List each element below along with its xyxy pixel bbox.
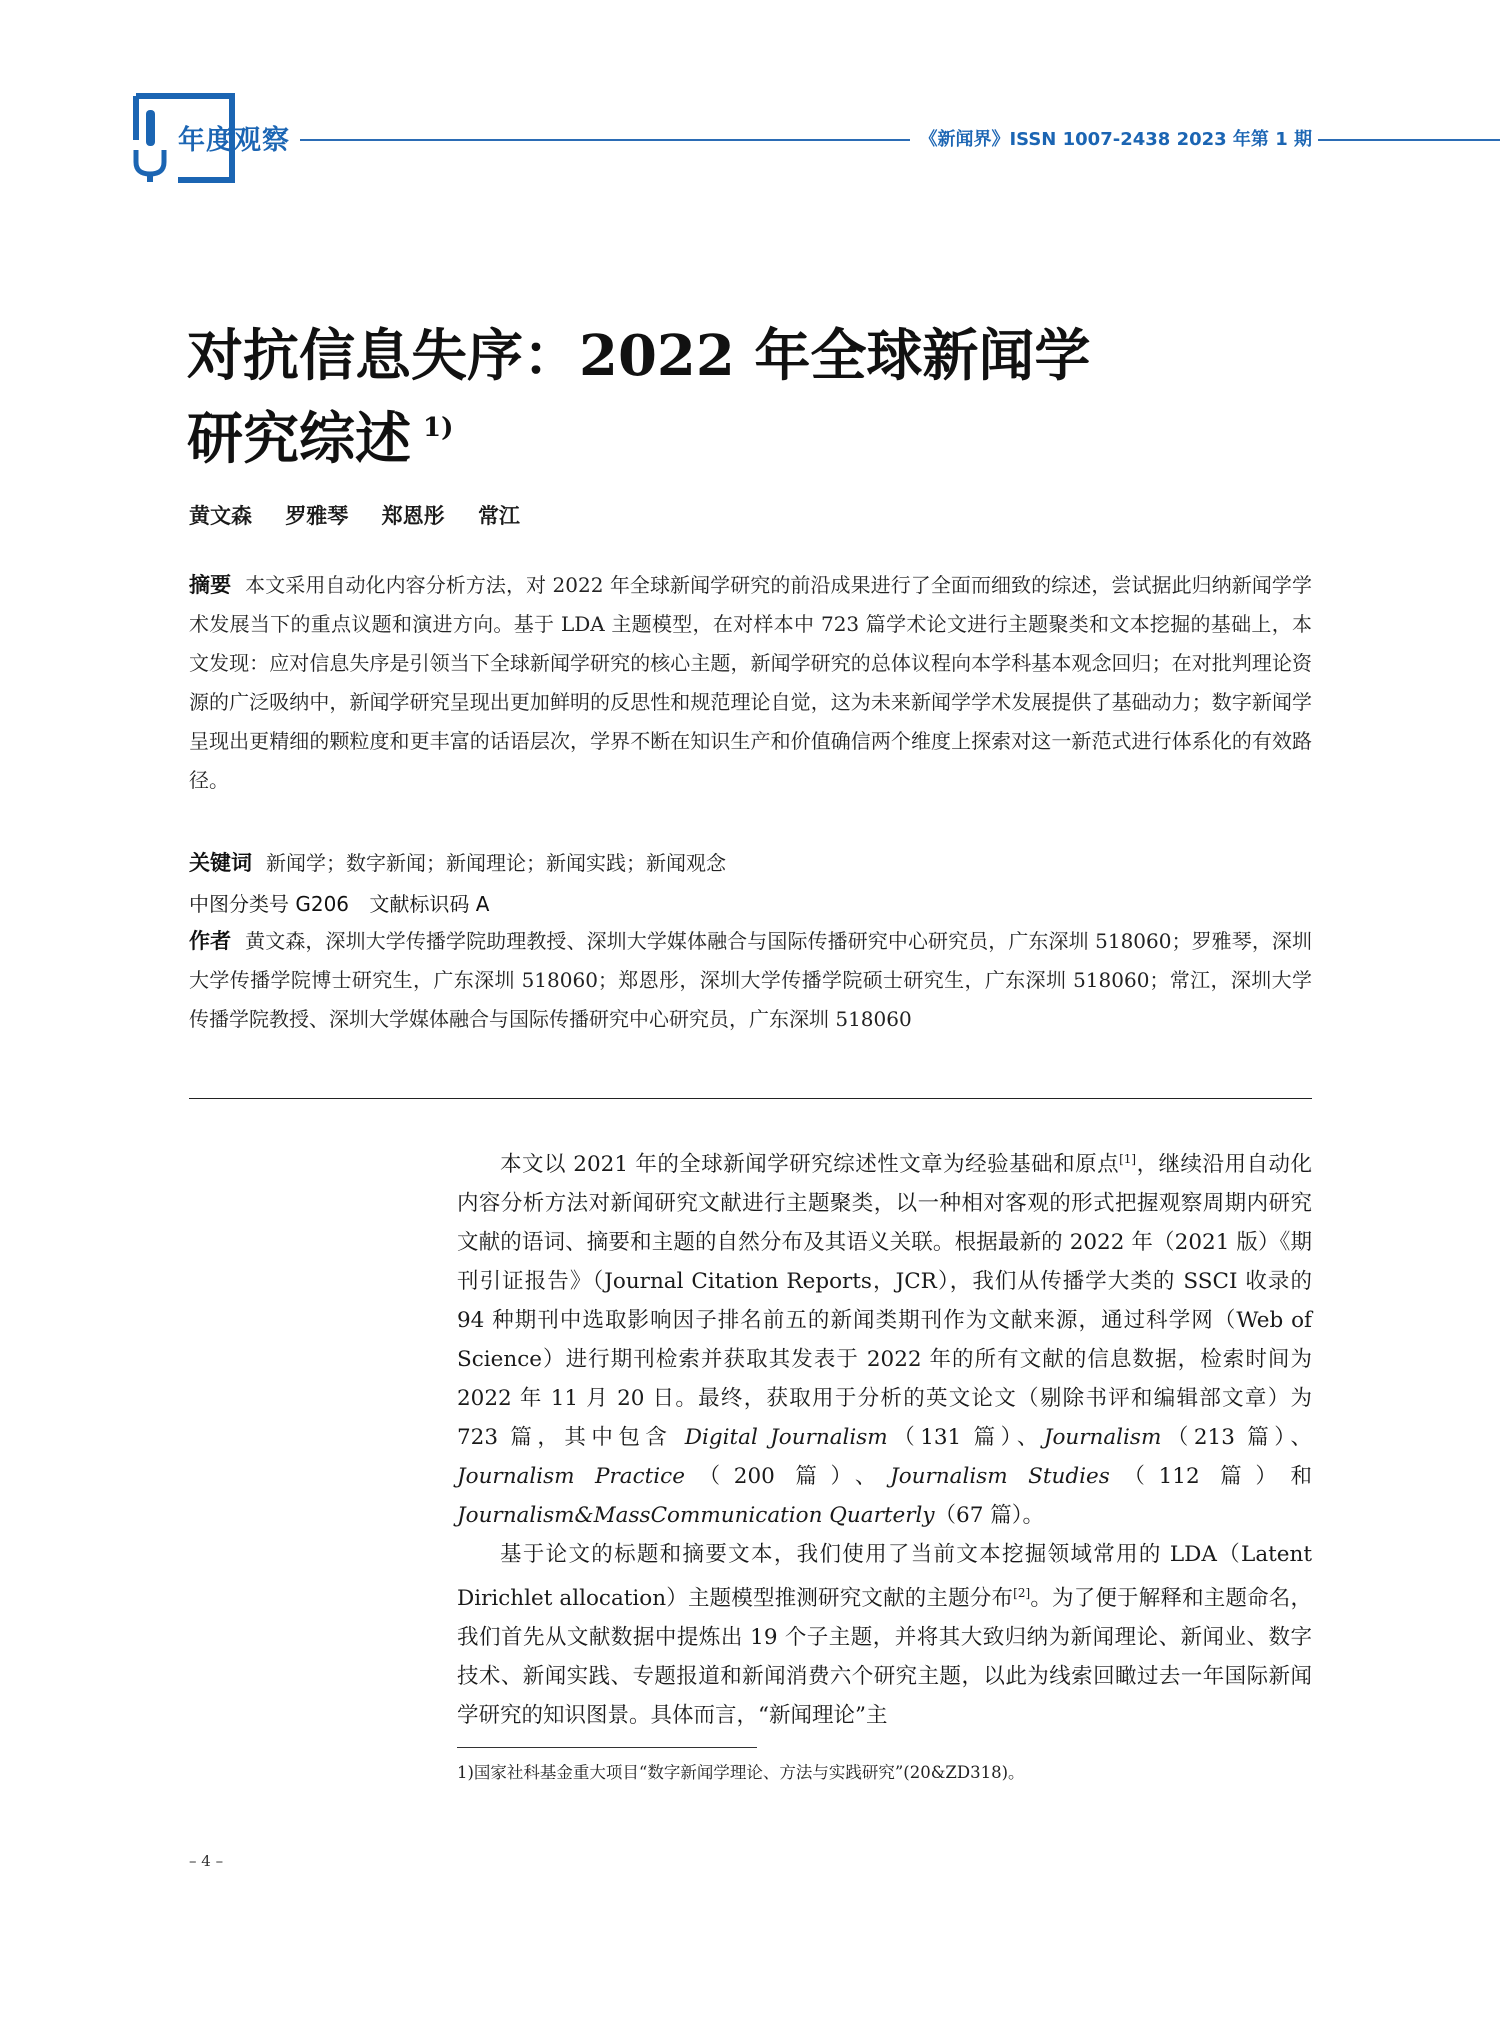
header-rule-left bbox=[300, 139, 910, 141]
title-footnote-mark: 1) bbox=[423, 413, 454, 443]
author-list bbox=[189, 500, 546, 530]
article-title bbox=[187, 320, 1337, 475]
author-info-label: 作者 bbox=[189, 929, 232, 953]
text-run: （67 篇）。 bbox=[934, 1503, 1044, 1528]
header-rule-right bbox=[1318, 139, 1500, 141]
section-divider bbox=[189, 1098, 1312, 1099]
title-line-1: 对抗信息失序：2022 年全球新闻学 bbox=[187, 323, 1091, 389]
body-text bbox=[457, 1140, 1312, 1735]
text-run: （200 篇）、 bbox=[684, 1464, 891, 1489]
text-run: （112 篇）和 bbox=[1109, 1464, 1312, 1489]
page-number: – 4 – bbox=[189, 1852, 224, 1870]
footnote: 1)国家社科基金重大项目“数字新闻学理论、方法与实践研究”(20&ZD318)。 bbox=[457, 1763, 1025, 1782]
author-info-text: 黄文森，深圳大学传播学院助理教授、深圳大学媒体融合与国际传播研究中心研究员，广东深圳 518060；罗雅琴，深圳大学传播学院博士研究生，广东深圳 518060；郑恩彤，深圳大学传播学院硕士研究生，广东深圳 518060；常江，深圳大学传播学院教授、深圳大学媒体融合与国际传播研究中心研究员，广东深圳 518060 bbox=[189, 929, 1312, 1031]
title-line-2 bbox=[187, 392, 1337, 475]
journal-name: Journalism bbox=[1043, 1425, 1162, 1450]
classification bbox=[189, 886, 1312, 922]
author-name: 常江 bbox=[477, 504, 520, 528]
keywords bbox=[189, 845, 1312, 881]
citation-ref[interactable]: [1] bbox=[1119, 1152, 1137, 1166]
journal-name: Journalism&MassCommunication Quarterly bbox=[457, 1503, 935, 1528]
abstract-text: 本文采用自动化内容分析方法，对 2022 年全球新闻学研究的前沿成果进行了全面而细致的综述，尝试据此归纳新闻学学术发展当下的重点议题和演进方向。基于 LDA 主题模型，在对样本中 723 篇学术论文进行主题聚类和文本挖掘的基础上，本文发现：应对信息失序是引领当下全球新闻学研究的核心主题，新闻学研究的总体议程向本学科基本观念回归；在对批判理论资源的广泛吸纳中，新闻学研究呈现出更加鲜明的反思性和规范理论自觉，这为未来新闻学学术发展提供了基础动力；数字新闻学呈现出更精细的颗粒度和更丰富的话语层次，学界不断在知识生产和价值确信两个维度上探索对这一新范式进行体系化的有效路径。 bbox=[189, 573, 1313, 792]
journal-name: Journalism Practice bbox=[457, 1464, 685, 1489]
keywords-text: 新闻学；数字新闻；新闻理论；新闻实践；新闻观念 bbox=[266, 851, 726, 875]
doc-code-value: A bbox=[475, 892, 490, 916]
abstract bbox=[189, 566, 1312, 800]
paragraph bbox=[457, 1535, 1312, 1735]
text-run: 。为了便于解释和主题命名，我们首先从文献数据中提炼出 19 个子主题，并将其大致归纳为新闻理论、新闻业、数字技术、新闻实践、专题报道和新闻消费六个研究主题，以此为线索回瞰过去一年国际新闻学研究的知识图景。具体而言，“新闻理论”主 bbox=[457, 1586, 1312, 1728]
paragraph bbox=[457, 1140, 1312, 1535]
text-run: （131 篇）、 bbox=[887, 1425, 1044, 1450]
text-run: （213 篇）、 bbox=[1161, 1425, 1312, 1450]
author-affiliations bbox=[189, 922, 1312, 1039]
keywords-label: 关键词 bbox=[189, 851, 252, 875]
title-line-2-text: 研究综述 bbox=[187, 406, 411, 472]
citation-ref[interactable]: [2] bbox=[1013, 1586, 1031, 1600]
footnote-rule bbox=[457, 1747, 757, 1748]
text-run: 基于论文的标题和摘要文本，我们使用了当前文本挖掘领域常用的 LDA（Latent Dirichlet allocation）主题模型推测研究文献的主题分布 bbox=[457, 1542, 1312, 1611]
author-name: 罗雅琴 bbox=[285, 504, 349, 528]
author-name: 黄文森 bbox=[189, 504, 252, 528]
abstract-label: 摘要 bbox=[189, 573, 232, 597]
clc-label: 中图分类号 bbox=[189, 892, 289, 916]
doc-code-label: 文献标识码 bbox=[369, 892, 470, 916]
journal-name: Journalism Studies bbox=[890, 1464, 1110, 1489]
journal-info: 《新闻界》ISSN 1007-2438 2023 年第 1 期 bbox=[919, 129, 1312, 150]
journal-name: Digital Journalism bbox=[684, 1425, 888, 1450]
clc-value: G206 bbox=[295, 892, 350, 916]
author-name: 郑恩彤 bbox=[381, 504, 445, 528]
text-run: 本文以 2021 年的全球新闻学研究综述性文章为经验基础和原点 bbox=[500, 1152, 1120, 1177]
section-title: 年度观察 bbox=[178, 125, 290, 156]
text-run: ，继续沿用自动化内容分析方法对新闻研究文献进行主题聚类，以一种相对客观的形式把握观察周期内研究文献的语词、摘要和主题的自然分布及其语义关联。根据最新的 2022 年（2021 版）《期刊引证报告》（Journal Citation Reports，JCR），我们从传播学大类的 SSCI 收录的 94 种期刊中选取影响因子排名前五的新闻类期刊作为文献来源，通过科学网（Web of Science）进行期刊检索并获取其发表于 2022 年的所有文献的信息数据，检索时间为 2022 年 11 月 20 日。最终，获取用于分析的英文论文（剔除书评和编辑部文章）为 723 篇，其中包含 bbox=[457, 1152, 1312, 1450]
